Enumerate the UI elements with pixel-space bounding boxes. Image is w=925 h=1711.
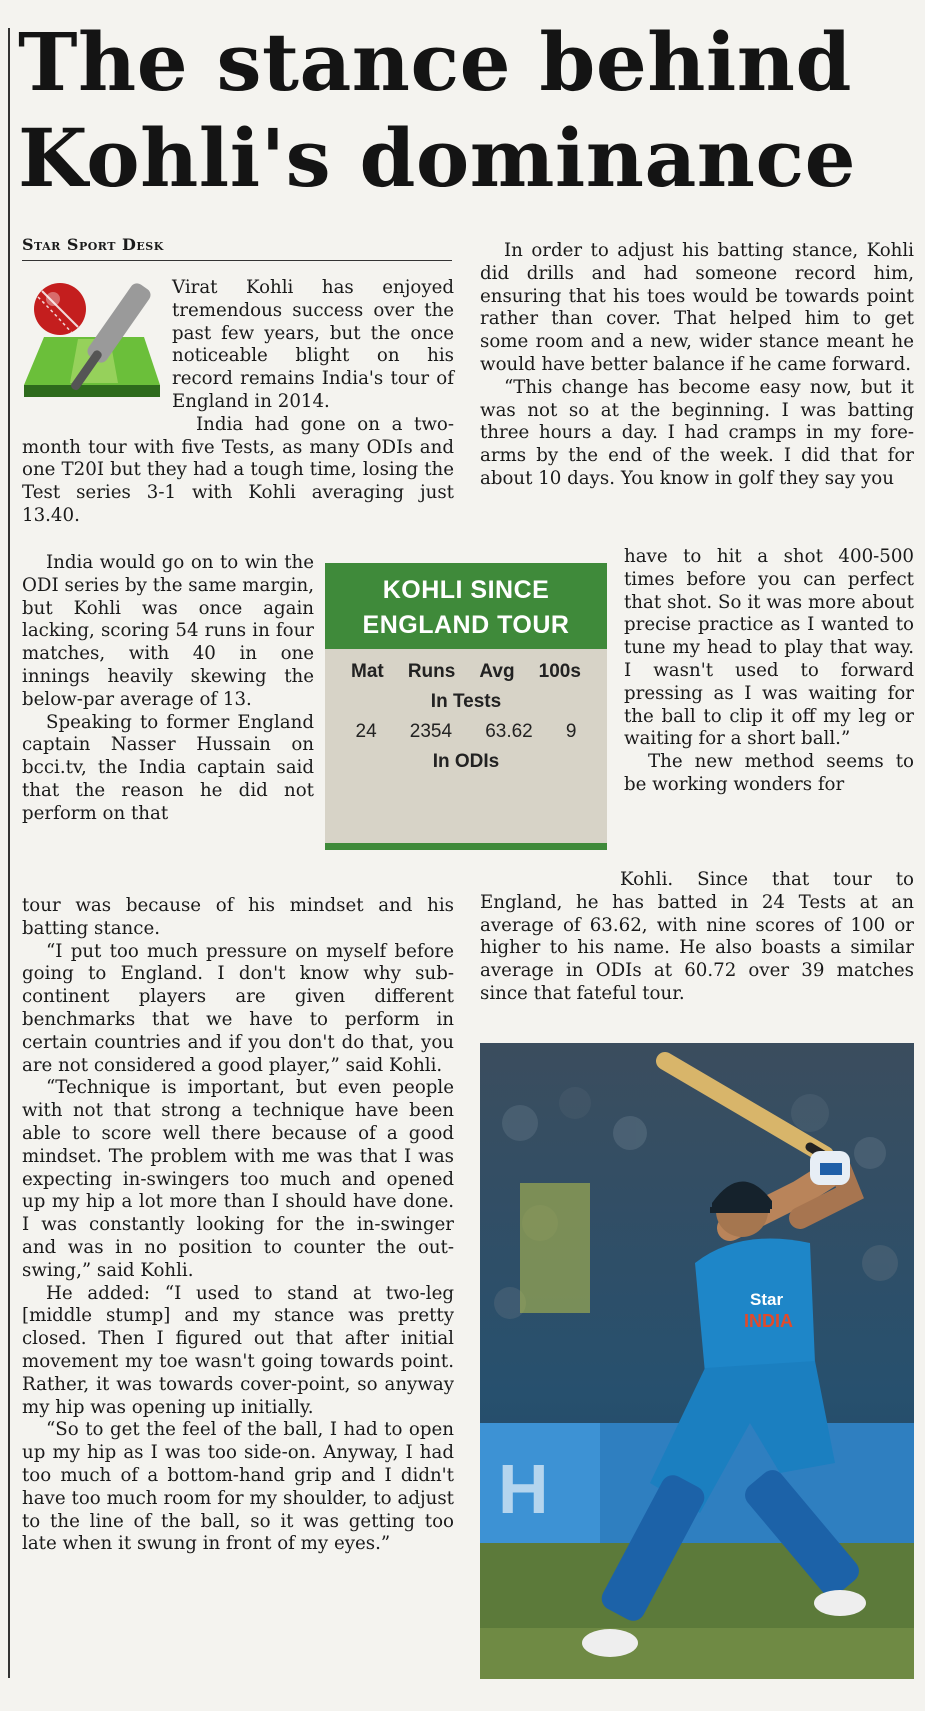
column-1-middle <box>22 552 314 826</box>
column-2-top <box>480 240 914 491</box>
paragraph: Speaking to former England captain Nasser Hussain on bcci.tv, the India captain said that the reason he did not perform on that <box>22 711 314 824</box>
paragraph: He added: “I used to stand at two-leg [middle stump] and my stance was pretty closed. Then I figured out that after initial movement my toe wasn't going towards point. Rather, it was towards cover-point, so anyway my hip was opening up initially. <box>22 1282 454 1418</box>
paragraph: “I put too much pressure on myself before going to England. I don't know why sub-continent players are given different benchmarks that we have to perform in certain countries and if you don't do that, you are not considered a good player,” said Kohli. <box>22 940 454 1076</box>
svg-text:H: H <box>498 1450 549 1528</box>
paragraph: “This change has become easy now, but it was not so at the beginning. I was batting three hours a day. I had cramps in my fore-arms by the end of the week. I did that for about 10 days. You know in golf they say you <box>480 376 914 489</box>
stats-header-100s: 100s <box>538 661 581 682</box>
paragraph: Virat Kohli has enjoyed tremendous success over the past few years, but the once noticeable blight on his record remains India's tour of England in 2014. <box>172 277 454 412</box>
column-1-bottom <box>22 895 454 1556</box>
stats-title-line-1: KOHLI SINCE <box>382 576 550 604</box>
byline: Star Sport Desk <box>22 235 452 261</box>
stats-header-mat: Mat <box>351 661 384 682</box>
stats-tests-label: In Tests <box>430 691 502 712</box>
paragraph: India would go on to win the ODI series by the same margin, but Kohli was once again lacking, scoring 54 runs in four matches, with 40 in one innings heavily skewing the below-par average of 13. <box>22 552 314 710</box>
stats-box-bottom-bar <box>325 843 607 850</box>
stats-box <box>325 563 607 850</box>
paragraph: “So to get the feel of the ball, I had to open up my hip as I was too side-on. Anyway, I had too much of a bottom-hand grip and I didn't have too much room for my shoulder, to adjust to the line of the ball, so it was getting too late when it swung in front of my eyes.” <box>22 1419 454 1555</box>
paragraph: The new method seems to be working wonders for <box>624 751 914 795</box>
paragraph: India had gone on a two-month tour with five Tests, as many ODIs and one T20I but they had a tough time, losing the Test series 3-1 with Kohli averaging just 13.40. <box>22 413 454 526</box>
paragraph: Kohli. Since that tour to England, he has batted in 24 Tests at an average of 63.62, with nine scores of 100 or higher to his name. He also boasts a similar average in ODIs at 60.72 over 39 matches since that fateful tour. <box>480 869 914 1004</box>
paragraph: have to hit a shot 400-500 times before you can perfect that shot. So it was more about precise practice as I wanted to tune my head to play that way. I wasn't used to forward pressing as I was waiting for the ball to clip it off my leg or waiting for a short ball.” <box>624 546 914 750</box>
stats-tests-runs: 2354 <box>409 721 453 742</box>
batsman-photo <box>480 1043 914 1679</box>
column-2-bottom <box>480 869 914 1006</box>
stats-title-line-2: ENGLAND TOUR <box>362 611 570 639</box>
column-rule <box>8 28 10 1678</box>
stats-tests-avg: 63.62 <box>485 721 533 742</box>
stats-tests-100s: 9 <box>565 721 577 742</box>
stats-odis-label: In ODIs <box>432 751 500 772</box>
jersey-sponsor: Star <box>750 1290 784 1309</box>
stats-header-runs: Runs <box>407 661 456 682</box>
headline: The stance behind Kohli's dominance <box>18 15 857 205</box>
cricket-icon <box>20 275 160 410</box>
paragraph: “Technique is important, but even people with not that strong a technique have been able to score well there because of a good mindset. The problem with me was that I was expecting in-swingers too much and opened up my hip a lot more than I should have done. I was constantly looking for the in-swinger and was in no position to counter the out-swing,” said Kohli. <box>22 1077 454 1281</box>
stats-header-avg: Avg <box>479 661 515 682</box>
stats-tests-mat: 24 <box>355 721 377 742</box>
paragraph: In order to adjust his batting stance, Kohli did drills and had someone record him, ensuring that his toes would be towards point rather than cover. That helped him to get some room and a new, wider stance meant he would have better balance if he came forward. <box>480 240 914 375</box>
column-2-middle <box>624 546 914 797</box>
stats-box-title <box>325 563 607 649</box>
jersey-team: INDIA <box>744 1311 793 1331</box>
stats-tests-row <box>325 721 607 743</box>
paragraph: tour was because of his mindset and his batting stance. <box>22 895 454 939</box>
stats-header-row <box>325 661 607 683</box>
